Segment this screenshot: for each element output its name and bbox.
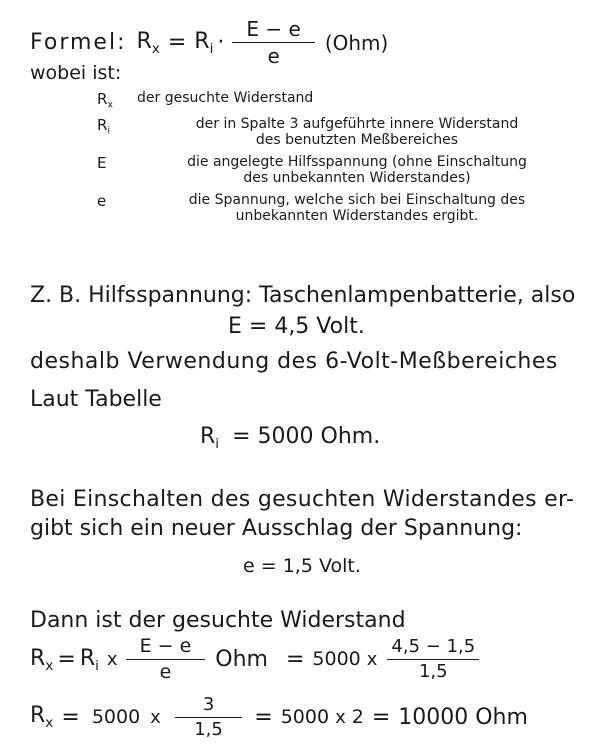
definition-symbol: $R_x$ — [97, 90, 113, 111]
fraction-denominator: e — [159, 660, 172, 683]
definition-text: die Spannung, welche sich bei Einschaltung des unbekannten Widerstandes ergibt. — [188, 192, 526, 225]
wobei-text: wobei ist: — [30, 62, 122, 84]
times-sign: x — [366, 648, 378, 670]
rx-symbol: $R_x$ — [136, 28, 160, 57]
example-line-3: deshalb Verwendung des 6-Volt-Meßbereiches — [30, 349, 558, 374]
ri-symbol: $R_i$ — [194, 28, 214, 57]
calc2-two: 2 — [351, 706, 364, 729]
times-sign: x — [106, 648, 118, 670]
fraction-denominator: e — [267, 44, 280, 68]
definition-symbol: $R_i$ — [97, 116, 111, 137]
formula-line — [30, 18, 388, 67]
definition-text: der in Spalte 3 aufgeführte innere Widerstand des benutzten Meßbereiches — [195, 116, 519, 149]
calc1-value: 5000 — [312, 648, 361, 671]
calc1-fraction — [126, 636, 206, 683]
formula-fraction — [232, 18, 314, 67]
fraction-numerator: 4,5 − 1,5 — [387, 637, 479, 660]
definition-symbol: E — [97, 154, 107, 173]
equals-sign: = — [61, 704, 80, 730]
fraction-numerator: E − e — [126, 636, 206, 660]
definition-item — [97, 192, 577, 224]
definition-item — [97, 154, 577, 186]
equals-sign: = — [57, 646, 76, 672]
calc-line-2 — [30, 695, 528, 740]
example-line-6: gibt sich ein neuer Ausschlag der Spannung: — [30, 516, 523, 541]
equals-sign: = — [167, 30, 187, 55]
definition-symbol: e — [97, 192, 107, 211]
ri-value: = 5000 Ohm. — [232, 424, 381, 449]
formula-unit: (Ohm) — [324, 30, 389, 55]
calc1-fraction-2 — [387, 637, 479, 682]
multiply-dot: · — [217, 30, 225, 55]
rx-symbol: $R_x$ — [30, 645, 54, 674]
definition-text: die angelegte Hilfsspannung (ohne Einschaltung des unbekannten Widerstandes) — [187, 154, 527, 187]
e-value: e = 1,5 Volt. — [243, 555, 361, 577]
fraction-denominator: 1,5 — [418, 660, 448, 682]
example-line-7: Dann ist der gesuchte Widerstand — [30, 608, 406, 633]
calc1-unit: Ohm — [215, 646, 268, 672]
equals-sign: = — [371, 704, 391, 730]
definitions-list — [97, 90, 577, 230]
ri-symbol: $R_i$ — [200, 424, 220, 452]
rx-symbol: $R_x$ — [30, 703, 54, 732]
formula-label: Formel: — [30, 30, 127, 55]
calc2-result: 10000 Ohm — [398, 704, 528, 730]
times-sign: x — [335, 706, 346, 728]
example-line-1: Z. B. Hilfsspannung: Taschenlampenbatterie, also — [30, 283, 576, 308]
definition-text: der gesuchte Widerstand — [137, 90, 314, 106]
example-line-5: Bei Einschalten des gesuchten Widerstandes er- — [30, 487, 575, 512]
fraction-denominator: 1,5 — [194, 718, 223, 740]
calc-line-1 — [30, 636, 483, 683]
ri-symbol: $R_i$ — [79, 645, 99, 674]
calc2-value-2: 5000 — [280, 706, 330, 729]
times-sign: x — [150, 706, 161, 728]
example-line-2: E = 4,5 Volt. — [228, 314, 365, 339]
equals-sign: = — [285, 646, 305, 672]
example-line-4: Laut Tabelle — [30, 387, 162, 412]
fraction-numerator: E − e — [232, 18, 314, 43]
fraction-numerator: 3 — [175, 695, 242, 718]
equals-sign: = — [254, 704, 273, 730]
calc2-fraction — [175, 695, 242, 740]
calc2-value: 5000 — [91, 706, 141, 729]
ri-value-line — [200, 424, 380, 452]
definition-item — [97, 116, 577, 148]
definition-item — [97, 90, 577, 110]
